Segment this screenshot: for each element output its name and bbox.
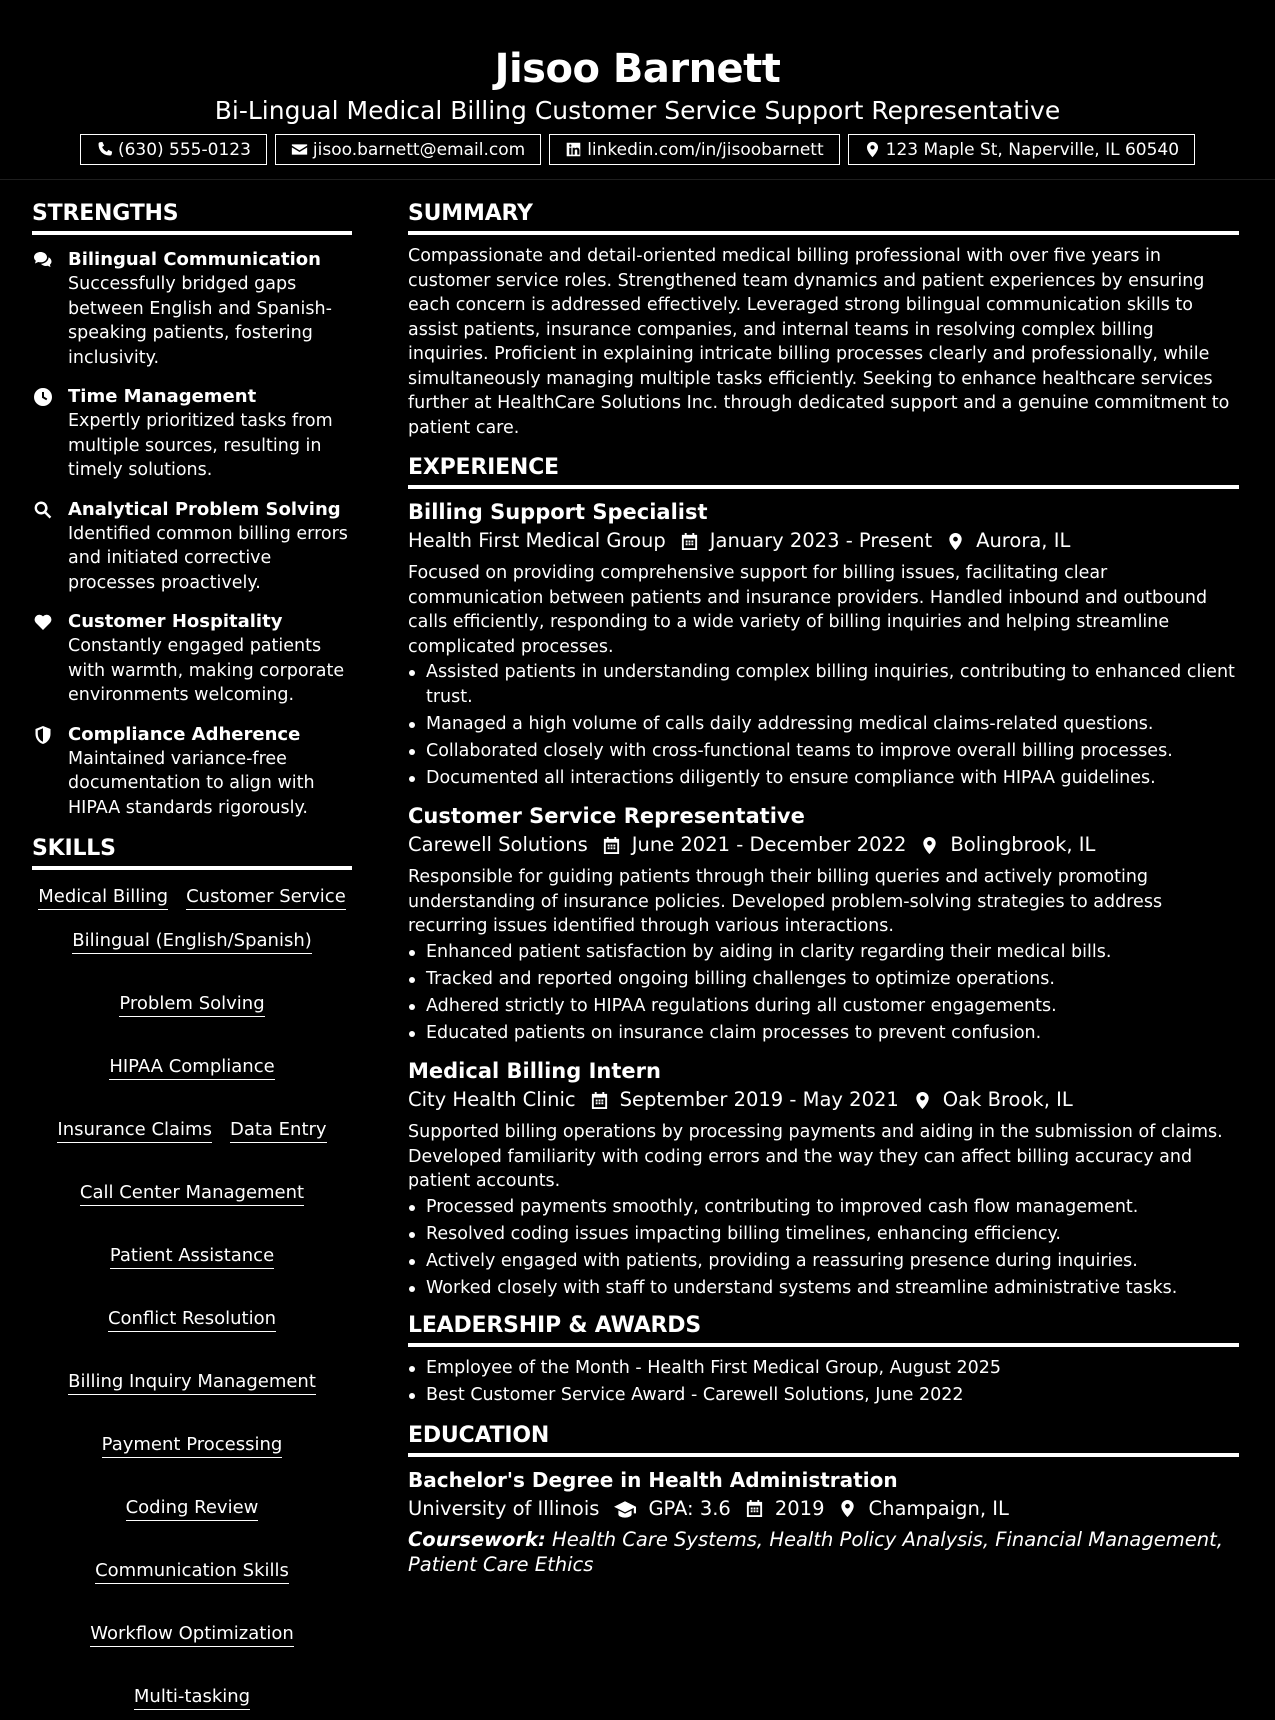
- contact-bar: [0, 134, 1275, 165]
- job-title: Customer Service Representative: [408, 804, 805, 828]
- search-icon: [32, 500, 54, 522]
- contact-phone[interactable]: [80, 134, 267, 165]
- map-pin-icon: [864, 141, 881, 158]
- education-meta: [408, 1494, 1239, 1524]
- awards-section: [408, 1312, 1239, 1408]
- strength-desc: Maintained variance-free documentation to align with HIPAA standards rigorously.: [68, 748, 315, 818]
- strength-desc: Identified common billing errors and initiated corrective processes proactively.: [68, 523, 348, 593]
- job-location: Aurora, IL: [976, 529, 1071, 552]
- education-section: [408, 1422, 1239, 1577]
- map-pin-icon: [946, 532, 965, 551]
- address-text: 123 Maple St, Naperville, IL 60540: [885, 139, 1180, 160]
- list-item: Enhanced patient satisfaction by aiding in clarity regarding their medical bills.: [408, 940, 1239, 965]
- strength-item: [32, 610, 352, 708]
- summary-heading: SUMMARY: [408, 200, 1239, 235]
- candidate-name: Jisoo Barnett: [494, 46, 781, 92]
- job-bullets: [408, 940, 1239, 1046]
- job-title: Billing Support Specialist: [408, 500, 708, 524]
- job-meta: [408, 1085, 1239, 1115]
- skill-tag: Insurance Claims: [57, 1118, 212, 1143]
- skill-tag: Multi-tasking: [134, 1685, 250, 1710]
- map-pin-icon: [913, 1091, 932, 1110]
- candidate-title: Bi-Lingual Medical Billing Customer Service Support Representative: [214, 96, 1061, 125]
- skills-list: [32, 879, 352, 1710]
- list-item: Actively engaged with patients, providing a reassuring presence during inquiries.: [408, 1249, 1239, 1274]
- summary-section: [408, 200, 1239, 440]
- strength-desc: Constantly engaged patients with warmth, making corporate environments welcoming.: [68, 636, 345, 705]
- contact-address[interactable]: [848, 134, 1195, 165]
- skill-tag: Data Entry: [230, 1118, 327, 1143]
- school-name: University of Illinois: [408, 1496, 600, 1520]
- left-column: [32, 200, 352, 1720]
- job-dates: January 2023 - Present: [709, 529, 933, 552]
- job-company: City Health Clinic: [408, 1088, 576, 1111]
- linkedin-text: linkedin.com/in/jisoobarnett: [587, 139, 824, 160]
- job-meta: [408, 526, 1239, 556]
- skill-tag: Communication Skills: [95, 1559, 289, 1584]
- phone-text: (630) 555-0123: [117, 139, 251, 160]
- shield-icon: [32, 725, 54, 747]
- calendar-icon: [680, 532, 699, 551]
- skill-tag: Patient Assistance: [110, 1244, 274, 1269]
- skills-section: [32, 835, 352, 1710]
- skill-tag: Call Center Management: [80, 1181, 304, 1206]
- strength-desc: Successfully bridged gaps between English and Spanish-speaking patients, fostering inclusivity.: [68, 274, 332, 368]
- phone-icon: [96, 141, 113, 158]
- list-item: Collaborated closely with cross-functional teams to improve overall billing processes.: [408, 739, 1239, 764]
- contact-linkedin[interactable]: [549, 134, 839, 165]
- strength-title: Compliance Adherence: [68, 723, 301, 745]
- heart-icon: [32, 612, 54, 634]
- envelope-icon: [291, 141, 308, 158]
- skill-tag: Problem Solving: [119, 992, 264, 1017]
- strength-title: Analytical Problem Solving: [68, 498, 341, 520]
- list-item: Assisted patients in understanding complex billing inquiries, contributing to enhanced client trust.: [408, 660, 1239, 709]
- contact-email[interactable]: [275, 134, 541, 165]
- list-item: Tracked and reported ongoing billing challenges to optimize operations.: [408, 967, 1239, 992]
- education-heading: EDUCATION: [408, 1422, 1239, 1457]
- strengths-section: [32, 200, 352, 820]
- school-location: Champaign, IL: [868, 1496, 1009, 1520]
- job-entry: [408, 802, 1239, 1045]
- clock-icon: [32, 387, 54, 409]
- calendar-icon: [602, 836, 621, 855]
- strength-item: [32, 723, 352, 821]
- job-dates: September 2019 - May 2021: [619, 1088, 899, 1111]
- skill-tag: Workflow Optimization: [90, 1622, 294, 1647]
- strength-desc: Expertly prioritized tasks from multiple sources, resulting in timely solutions.: [68, 411, 333, 480]
- awards-list: [408, 1356, 1239, 1408]
- strength-item: [32, 385, 352, 483]
- graduation-cap-icon: [613, 1498, 637, 1520]
- calendar-icon: [590, 1091, 609, 1110]
- job-description: Focused on providing comprehensive support for billing issues, facilitating clear communication between patients and insurance providers. Handled inbound and outbound calls efficiently, responding to a wide variety of billing inquiries and helping streamline complicated processes.: [408, 563, 1208, 657]
- job-dates: June 2021 - December 2022: [631, 833, 907, 856]
- skill-tag: HIPAA Compliance: [109, 1055, 274, 1080]
- strength-title: Customer Hospitality: [68, 611, 283, 632]
- experience-section: [408, 454, 1239, 1300]
- job-entry: [408, 498, 1239, 790]
- list-item: Resolved coding issues impacting billing timelines, enhancing efficiency.: [408, 1222, 1239, 1247]
- resume-header: [0, 0, 1275, 180]
- skill-tag: Payment Processing: [102, 1433, 283, 1458]
- map-pin-icon: [920, 836, 939, 855]
- right-column: [408, 200, 1239, 1587]
- job-company: Carewell Solutions: [408, 833, 588, 856]
- linkedin-icon: [565, 141, 582, 158]
- job-entry: [408, 1057, 1239, 1300]
- job-title: Medical Billing Intern: [408, 1059, 661, 1083]
- awards-heading: LEADERSHIP & AWARDS: [408, 1312, 1239, 1347]
- job-bullets: [408, 660, 1239, 790]
- degree-title: Bachelor's Degree in Health Administration: [408, 1467, 898, 1492]
- strength-item: [32, 248, 352, 370]
- map-pin-icon: [838, 1499, 857, 1518]
- gpa: GPA: 3.6: [648, 1496, 731, 1520]
- skills-heading: SKILLS: [32, 835, 352, 870]
- skill-tag: Coding Review: [126, 1496, 259, 1521]
- email-text: jisoo.barnett@email.com: [312, 139, 526, 160]
- list-item: Adhered strictly to HIPAA regulations during all customer engagements.: [408, 994, 1239, 1019]
- list-item: Worked closely with staff to understand systems and streamline administrative tasks.: [408, 1276, 1239, 1301]
- job-bullets: [408, 1195, 1239, 1301]
- comments-icon: [32, 250, 54, 272]
- skill-tag: Conflict Resolution: [108, 1307, 276, 1332]
- coursework-label: Coursework:: [408, 1527, 546, 1551]
- graduation-year: 2019: [774, 1496, 825, 1520]
- list-item: Documented all interactions diligently to ensure compliance with HIPAA guidelines.: [408, 766, 1239, 791]
- list-item: Educated patients on insurance claim processes to prevent confusion.: [408, 1021, 1239, 1046]
- skill-tag: Medical Billing: [38, 885, 168, 910]
- list-item: Processed payments smoothly, contributing to improved cash flow management.: [408, 1195, 1239, 1220]
- experience-heading: EXPERIENCE: [408, 454, 1239, 489]
- job-location: Bolingbrook, IL: [950, 833, 1096, 856]
- list-item: Best Customer Service Award - Carewell Solutions, June 2022: [408, 1383, 1239, 1408]
- job-description: Responsible for guiding patients through their billing queries and actively promoting understanding of insurance policies. Developed problem-solving strategies to address recurring issues identified through various interactions.: [408, 867, 1163, 936]
- calendar-icon: [745, 1499, 764, 1518]
- summary-text: Compassionate and detail-oriented medical billing professional with over five years in customer service roles. Strengthened team dynamics and patient experiences by ensuring each concern is addressed effectively. Leveraged strong bilingual communication skills to assist patients, insurance companies, and internal teams in resolving complex billing inquiries. Proficient in explaining intricate billing processes clearly and professionally, while simultaneously managing multiple tasks efficiently. Seeking to enhance healthcare services further at HealthCare Solutions Inc. through dedicated support and a genuine commitment to patient care.: [408, 246, 1230, 438]
- strength-item: [32, 498, 352, 596]
- skill-tag: Bilingual (English/Spanish): [72, 929, 312, 954]
- job-company: Health First Medical Group: [408, 529, 666, 552]
- job-description: Supported billing operations by processing payments and aiding in the submission of claims. Developed familiarity with coding errors and the way they can affect billing accuracy and patient accounts.: [408, 1122, 1223, 1191]
- list-item: Managed a high volume of calls daily addressing medical claims-related questions.: [408, 712, 1239, 737]
- list-item: Employee of the Month - Health First Medical Group, August 2025: [408, 1356, 1239, 1381]
- job-location: Oak Brook, IL: [942, 1088, 1073, 1111]
- skill-tag: Billing Inquiry Management: [68, 1370, 316, 1395]
- coursework-text: Health Care Systems, Health Policy Analysis, Financial Management, Patient Care Ethics: [408, 1527, 1223, 1576]
- coursework: [408, 1527, 1239, 1577]
- job-meta: [408, 830, 1239, 860]
- strength-title: Bilingual Communication: [68, 249, 321, 270]
- strengths-heading: STRENGTHS: [32, 200, 352, 235]
- strength-title: Time Management: [68, 386, 257, 407]
- skill-tag: Customer Service: [186, 885, 346, 910]
